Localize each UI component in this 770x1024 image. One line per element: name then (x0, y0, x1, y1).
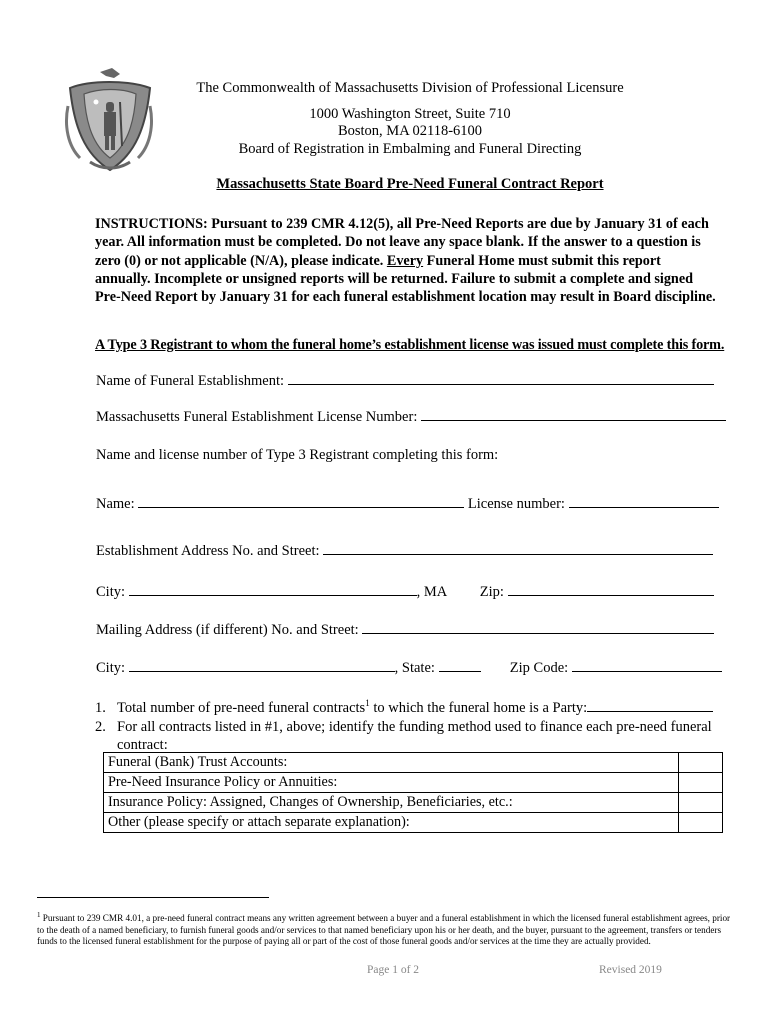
establishment-name-row (96, 370, 714, 390)
table-row (104, 753, 723, 773)
funding-table (103, 752, 723, 833)
license-number-row (96, 406, 726, 426)
registrant-row (96, 493, 719, 513)
footnote (37, 910, 732, 948)
instructions-part2: Funeral Home must submit this report annually. Incomplete or unsigned reports will be returned. Failure to submit a complete and signed Pre-Need Report by January 31 for each funeral establishment location may result in Board discipline. (95, 252, 716, 306)
funding-label-other: Other (please specify or attach separate explanation): (104, 813, 679, 833)
state-label: , State: (394, 660, 435, 676)
funding-label-trust: Funeral (Bank) Trust Accounts: (104, 753, 679, 773)
funding-label-insurance: Pre-Need Insurance Policy or Annuities: (104, 773, 679, 793)
table-row (104, 813, 723, 833)
establishment-address-label: Establishment Address No. and Street: (96, 543, 320, 559)
name-field[interactable] (138, 493, 464, 508)
city-label: City: (96, 584, 126, 600)
type3-notice: A Type 3 Registrant to whom the funeral home’s establishment license was issued must complete this form. (95, 337, 725, 353)
instructions-emphasis: Every (386, 252, 424, 269)
form-title: Massachusetts State Board Pre-Need Funeral Contract Report (216, 176, 604, 192)
board-name: Board of Registration in Embalming and Funeral Directing (238, 141, 582, 157)
license-number-label: Massachusetts Funeral Establishment License Number: (96, 409, 418, 425)
agency-street: 1000 Washington Street, Suite 710 (309, 106, 511, 122)
funding-value-trust[interactable] (679, 753, 723, 773)
funding-value-other[interactable] (679, 813, 723, 833)
registrant-intro: Name and license number of Type 3 Registrant completing this form: (96, 447, 499, 463)
establishment-address-row (96, 540, 713, 560)
city-row (96, 581, 714, 601)
footnote-text: Pursuant to 239 CMR 4.01, a pre-need funeral contract means any written agreement between a buyer and a funeral establishment in which the licensed funeral establishment agrees, prior to the death of a named beneficiary, to furnish funeral goods and/or services to that named beneficiary upon his or her death, and the buyer, pursuant to the agreement, transfers or tenders funds to the licensed funeral establishment for the purpose of paying all or part of the cost of those funeral goods and/or services at the time they are actually provided. (37, 913, 731, 947)
state-field[interactable] (439, 657, 481, 672)
license-number-field[interactable] (421, 406, 726, 421)
name-label: Name: (96, 496, 135, 512)
city-field[interactable] (129, 581, 417, 596)
mailing-address-label: Mailing Address (if different) No. and Street: (96, 622, 359, 638)
agency-city: Boston, MA 02118-6100 (337, 123, 483, 139)
q1-text: Total number of pre-need funeral contracts (117, 699, 366, 716)
mailing-address-row (96, 619, 714, 639)
q1-answer-field[interactable] (587, 697, 713, 712)
city2-field[interactable] (129, 657, 395, 672)
state-ma-label: , MA (416, 584, 447, 600)
table-row (104, 793, 723, 813)
zip-field[interactable] (508, 581, 714, 596)
establishment-name-label: Name of Funeral Establishment: (96, 373, 285, 389)
funding-label-assigned: Insurance Policy: Assigned, Changes of Ownership, Beneficiaries, etc.: (104, 793, 679, 813)
instructions (95, 215, 720, 306)
instructions-part1: INSTRUCTIONS: Pursuant to 239 CMR 4.12(5), all Pre-Need Reports are due by January 31 of each year. All information must be completed. Do not leave any space blank. If the answer to a question is zero (0) or not applicable (N/A), please indicate. (95, 216, 709, 269)
zip-label: Zip: (479, 584, 504, 600)
q1-footnote-mark: 1 (365, 698, 370, 708)
q2-text: For all contracts listed in #1, above; identify the funding method used to finance each pre-need funeral contract: (117, 719, 712, 753)
establishment-name-field[interactable] (288, 370, 714, 385)
mailing-address-field[interactable] (362, 619, 714, 634)
massachusetts-seal-icon (60, 66, 158, 174)
revision-date: Revised 2019 (599, 964, 662, 976)
city2-row (96, 657, 722, 677)
establishment-address-field[interactable] (323, 540, 713, 555)
registrant-license-field[interactable] (569, 493, 719, 508)
agency-name: The Commonwealth of Massachusetts Division of Professional Licensure (196, 80, 624, 96)
q1-number: 1. (95, 699, 106, 716)
city2-label: City: (96, 660, 126, 676)
q2-number: 2. (95, 719, 106, 735)
question-1 (95, 695, 713, 717)
footnote-rule (37, 897, 269, 898)
footnote-mark: 1 (37, 911, 41, 919)
zip-code-label: Zip Code: (509, 660, 569, 676)
table-row (104, 773, 723, 793)
q1-tail: to which the funeral home is a Party: (369, 699, 588, 716)
funding-value-insurance[interactable] (679, 773, 723, 793)
registrant-license-label: License number: (467, 496, 565, 512)
zip-code-field[interactable] (572, 657, 722, 672)
page-number: Page 1 of 2 (367, 964, 420, 976)
funding-value-assigned[interactable] (679, 793, 723, 813)
question-2 (95, 719, 720, 754)
